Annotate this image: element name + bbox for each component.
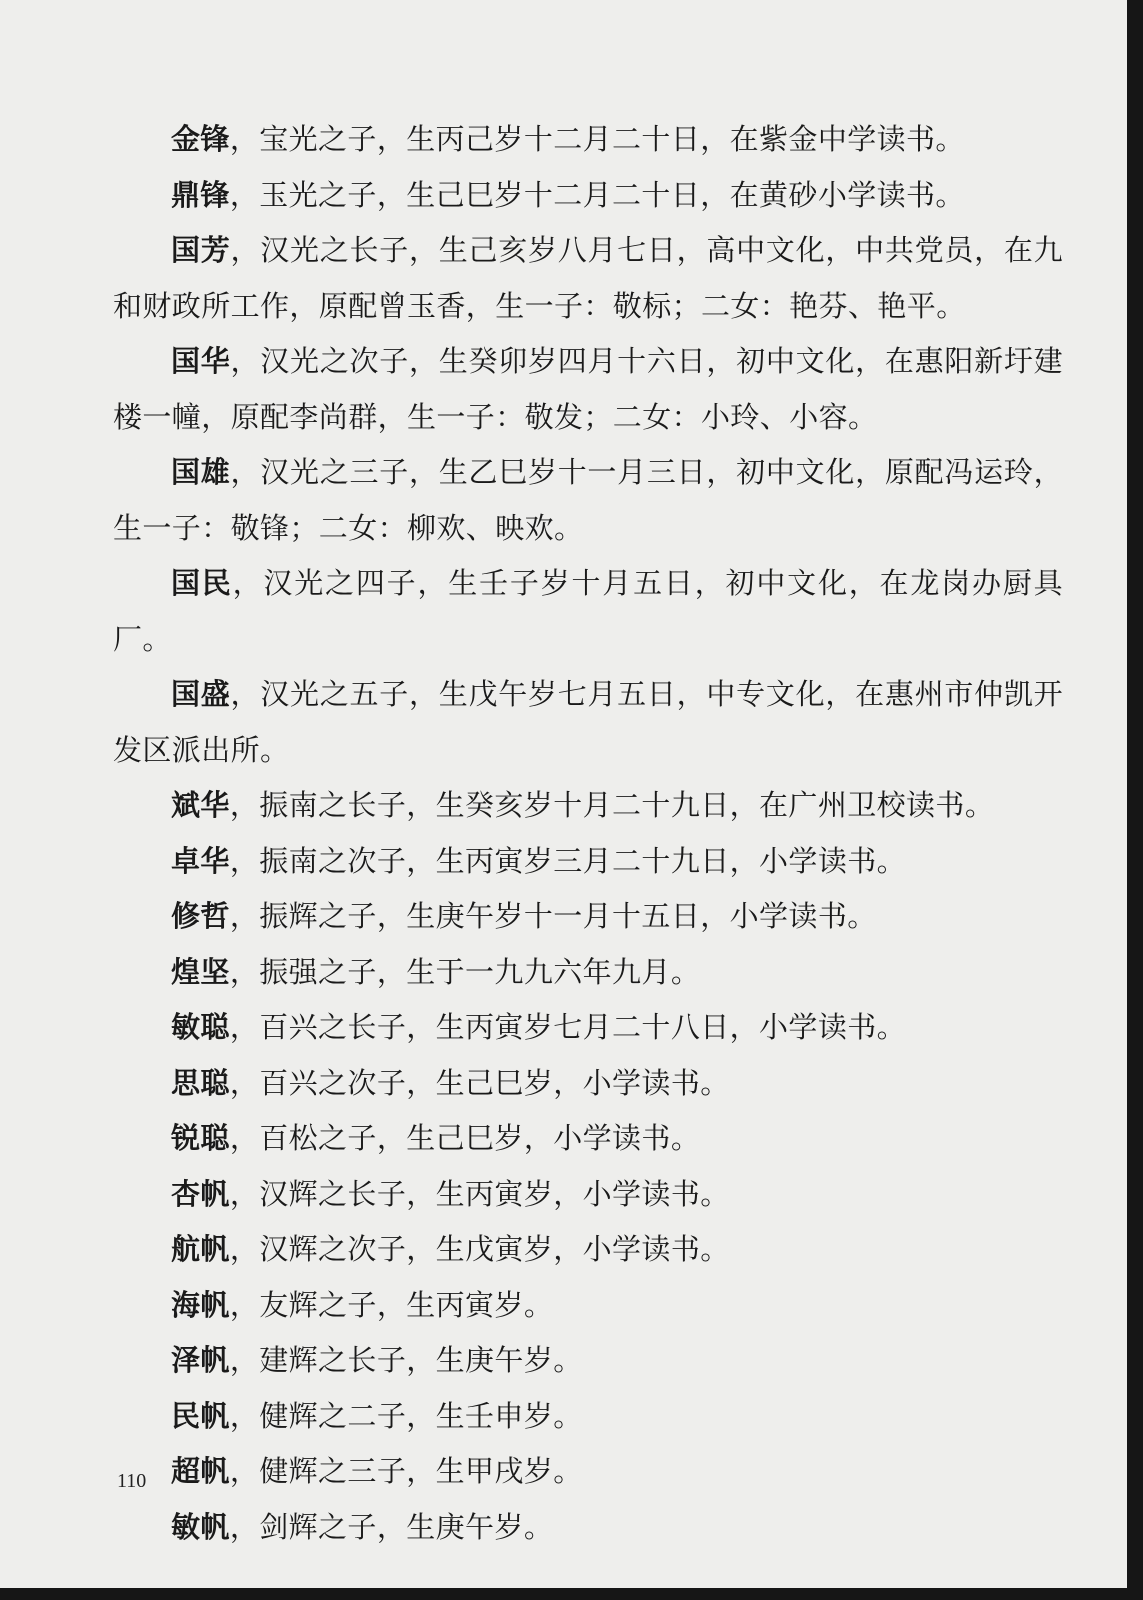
entry-name: 国芳 bbox=[171, 233, 231, 267]
genealogy-entry-xiuzhe bbox=[113, 889, 1063, 945]
entry-name: 思聪 bbox=[171, 1065, 230, 1100]
entry-text: ，建辉之长子，生庚午岁。 bbox=[229, 1343, 583, 1377]
genealogy-entry-guomin bbox=[113, 556, 1063, 667]
genealogy-entry-dingfeng bbox=[113, 168, 1063, 224]
scan-bottom-edge bbox=[0, 1588, 1143, 1600]
genealogy-entry-jinfeng bbox=[113, 112, 1063, 168]
entry-text: ，汉辉之次子，生戊寅岁，小学读书。 bbox=[229, 1232, 730, 1266]
entry-text: ，百兴之长子，生丙寅岁七月二十八日，小学读书。 bbox=[229, 1010, 907, 1044]
entry-text: ，健辉之三子，生甲戌岁。 bbox=[229, 1454, 583, 1488]
page-number: 110 bbox=[117, 1470, 147, 1492]
genealogy-entry-huangjian bbox=[113, 945, 1063, 1001]
entry-name: 锐聪 bbox=[171, 1121, 230, 1155]
genealogy-entry-chaofan bbox=[113, 1444, 1063, 1500]
entry-text: ，玉光之子，生己巳岁十二月二十日，在黄砂小学读书。 bbox=[229, 177, 965, 212]
genealogy-entry-xingfan bbox=[113, 1167, 1063, 1223]
genealogy-entry-mincong bbox=[113, 1000, 1063, 1056]
genealogy-entry-guosheng bbox=[113, 667, 1063, 778]
entry-name: 鼎锋 bbox=[171, 177, 230, 212]
entry-text: ，友辉之子，生丙寅岁。 bbox=[229, 1287, 554, 1322]
entry-name: 国雄 bbox=[171, 455, 231, 489]
genealogy-entry-guohua bbox=[113, 334, 1063, 445]
entry-name: 国华 bbox=[171, 344, 231, 378]
scan-right-edge bbox=[1127, 0, 1143, 1600]
entry-text: ，百兴之次子，生己巳岁，小学读书。 bbox=[229, 1065, 730, 1100]
entry-name: 超帆 bbox=[171, 1454, 230, 1488]
genealogy-entry-guofang bbox=[113, 223, 1063, 334]
entry-text: ，振强之子，生于一九九六年九月。 bbox=[229, 954, 701, 989]
genealogy-entry-binhua bbox=[113, 778, 1063, 834]
entry-name: 航帆 bbox=[171, 1232, 230, 1266]
entry-name: 民帆 bbox=[171, 1398, 230, 1433]
genealogy-entry-hangfan bbox=[113, 1222, 1063, 1278]
entry-name: 斌华 bbox=[171, 788, 230, 822]
genealogy-entry-guoxiong bbox=[113, 445, 1063, 556]
entry-name: 国民 bbox=[171, 566, 233, 600]
entry-name: 修哲 bbox=[171, 899, 230, 933]
entry-name: 金锋 bbox=[171, 122, 230, 156]
genealogy-entry-ruicong bbox=[113, 1111, 1063, 1167]
genealogy-entry-minfan-2 bbox=[113, 1500, 1063, 1556]
entry-text: ，宝光之子，生丙己岁十二月二十日，在紫金中学读书。 bbox=[229, 122, 965, 156]
entry-text: ，百松之子，生己巳岁，小学读书。 bbox=[229, 1121, 701, 1155]
entry-text: ，剑辉之子，生庚午岁。 bbox=[229, 1509, 554, 1544]
genealogy-entry-zhuohua bbox=[113, 834, 1063, 890]
entry-name: 国盛 bbox=[171, 677, 231, 711]
entry-text: ，振南之长子，生癸亥岁十月二十九日，在广州卫校读书。 bbox=[229, 788, 995, 822]
entry-name: 煌坚 bbox=[171, 954, 230, 989]
entry-text: ，汉光之三子，生乙巳岁十一月三日，初中文化，原配冯运玲，生一子：敬锋；二女：柳欢、映欢。 bbox=[113, 455, 1063, 545]
genealogy-entry-zefan bbox=[113, 1333, 1063, 1389]
entry-name: 海帆 bbox=[171, 1287, 230, 1322]
entry-name: 卓华 bbox=[171, 843, 230, 878]
entry-name: 敏聪 bbox=[171, 1010, 230, 1044]
entry-text: ，汉光之五子，生戊午岁七月五日，中专文化，在惠州市仲凯开发区派出所。 bbox=[113, 677, 1063, 767]
genealogy-entry-sicong bbox=[113, 1056, 1063, 1112]
genealogy-entry-haifan bbox=[113, 1278, 1063, 1334]
entry-text: ，汉光之四子，生壬子岁十月五日，初中文化，在龙岗办厨具厂。 bbox=[113, 566, 1063, 656]
entry-text: ，振南之次子，生丙寅岁三月二十九日，小学读书。 bbox=[229, 843, 907, 878]
entry-text: ，健辉之二子，生壬申岁。 bbox=[229, 1398, 583, 1433]
entry-text: ，汉辉之长子，生丙寅岁，小学读书。 bbox=[229, 1176, 730, 1211]
entry-name: 敏帆 bbox=[171, 1509, 230, 1544]
entry-text: ，汉光之次子，生癸卯岁四月十六日，初中文化，在惠阳新圩建楼一幢，原配李尚群，生一子：敬发；二女：小玲、小容。 bbox=[113, 344, 1063, 434]
entry-name: 泽帆 bbox=[171, 1343, 230, 1377]
entry-name: 杏帆 bbox=[171, 1176, 230, 1211]
genealogy-text-body bbox=[113, 112, 1063, 1555]
entry-text: ，汉光之长子，生己亥岁八月七日，高中文化，中共党员，在九和财政所工作，原配曾玉香，生一子：敬标；二女：艳芬、艳平。 bbox=[113, 233, 1063, 323]
entry-text: ，振辉之子，生庚午岁十一月十五日，小学读书。 bbox=[229, 899, 877, 933]
genealogy-entry-minfan bbox=[113, 1389, 1063, 1445]
